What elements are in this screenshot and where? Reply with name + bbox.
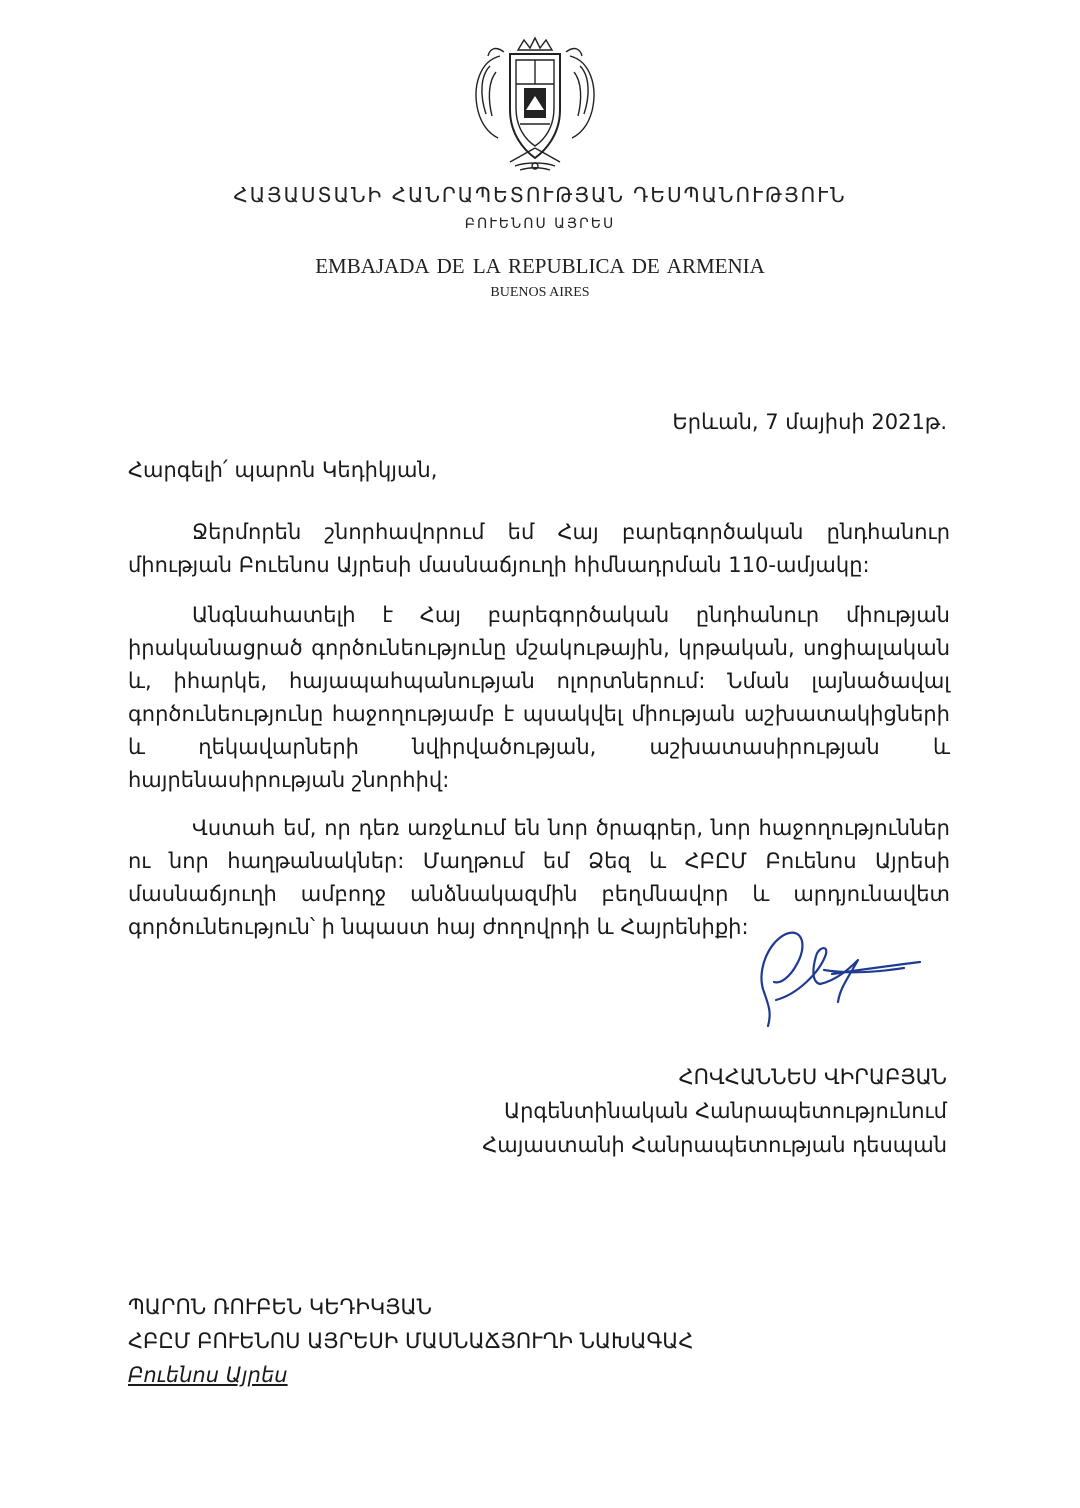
signatory-name: ՀՈՎՀԱՆՆԵՍ ՎԻՐԱԲՅԱՆ — [678, 1065, 947, 1089]
handwritten-signature — [728, 922, 928, 1034]
embassy-title-spanish: EMBAJADA DE LA REPUBLICA DE ARMENIA — [315, 254, 765, 278]
signatory-title-line-1: Արգենտինական Հանրապետությունում — [503, 1099, 947, 1123]
salutation: Հարգելի՛ պարոն Կեդիկյան, — [128, 458, 438, 482]
signature-block — [482, 1060, 947, 1162]
paragraph-1: Ջերմորեն շնորհավորում եմ Հայ բարեգործական ընդհանուր միության Բուենոս Այրեսի մասնաճյուղի հիմնադրման 110-ամյակը: — [128, 520, 950, 577]
recipient-name: ՊԱՐՈՆ ՌՈՒԲԵՆ ԿԵԴԻԿՅԱՆ — [128, 1295, 432, 1319]
recipient-position: ՀԲԸՄ ԲՈՒԵՆՈՍ ԱՅՐԵՍԻ ՄԱՍՆԱՃՅՈՒՂԻ ՆԱԽԱԳԱՀ — [128, 1329, 694, 1353]
embassy-city-spanish: BUENOS AIRES — [490, 285, 590, 300]
paragraph-3: Վստահ եմ, որ դեռ առջևում են նոր ծրագրեր, նոր հաջողություններ ու նոր հաղթանակներ: Մաղթում եմ Ձեզ և ՀԲԸՄ Բուենոս Այրեսի մասնաճյուղի ամբողջ անձնակազմին բեղմնավոր և արդյունավետ գործունեություն՝ ի նպաստ հայ ժողովրդի և Հայրենիքի: — [128, 816, 950, 939]
letter-date: Երևան, 7 մայիսի 2021թ. — [672, 410, 947, 434]
embassy-city-armenian: ԲՈՒԵՆՈՍ ԱՅՐԵՍ — [464, 216, 616, 232]
signatory-title-line-2: Հայաստանի Հանրապետության դեսպան — [482, 1133, 947, 1157]
paragraph-2: Անգնահատելի է Հայ բարեգործական ընդհանուր միության իրականացրած գործունեությունը մշակութային, կրթական, սոցիալական և, իհարկե, հայապահպանության ոլորտներում: Նման լայնածավալ գործունեությունը հաջողությամբ է պսակվել միության աշխատակիցների և ղեկավարների նվիրվածության, աշխատասիրության և հայրենասիրության շնորհիվ: — [128, 603, 950, 792]
coat-of-arms-icon — [460, 36, 610, 176]
recipient-city: Բուենոս Այրես — [128, 1363, 288, 1387]
recipient-block — [128, 1290, 693, 1392]
embassy-title-armenian: ՀԱՅԱՍՏԱՆԻ ՀԱՆՐԱՊԵՏՈՒԹՅԱՆ ԴԵՍՊԱՆՈՒԹՅՈՒՆ — [233, 183, 847, 207]
